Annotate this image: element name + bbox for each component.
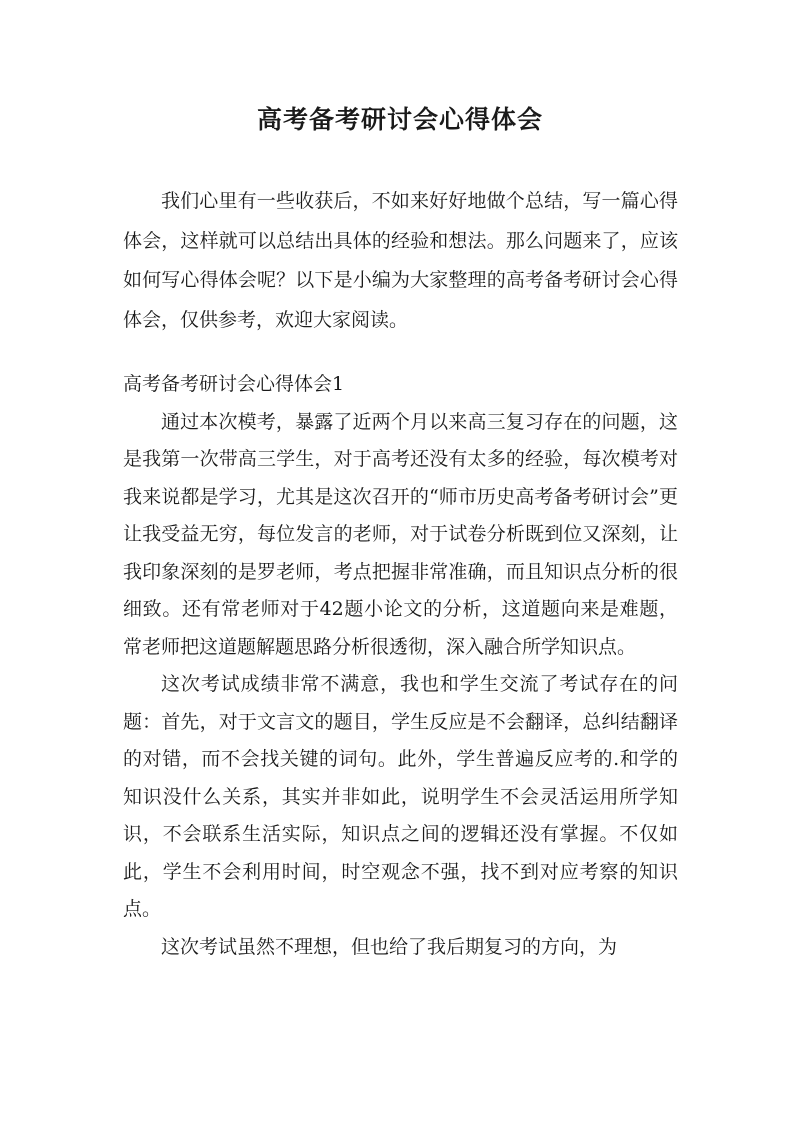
section-heading: 高考备考研讨会心得体会1 xyxy=(123,373,345,395)
document-title: 高考备考研讨会心得体会 xyxy=(256,105,543,134)
body-paragraph-3: 这次考试虽然不理想，但也给了我后期复习的方向，为 xyxy=(161,935,618,958)
body-paragraph-1: 通过本次模考，暴露了近两个月以来高三复习存在的问题，这是我第一次带高三学生，对于高考还没有太多的经验，每次模考对我来说都是学习，尤其是这次召开的“师市历史高考备考研讨会”更让我受益无穷，每位发言的老师，对于试卷分析既到位又深刻，让我印象深刻的是罗老师，考点把握非常准确，而且知识点分析的很细致。还有常老师对于42题小论文的分析，这道题向来是难题，常老师把这道题解题思路分析很透彻，深入融合所学知识点。 xyxy=(123,410,678,658)
body-paragraph-2: 这次考试成绩非常不满意，我也和学生交流了考试存在的问题：首先，对于文言文的题目，学生反应是不会翻译，总纠结翻译的对错，而不会找关键的词句。此外，学生普遍反应考的.和学的知识没什么关系，其实并非如此，说明学生不会灵活运用所学知识，不会联系生活实际，知识点之间的逻辑还没有掌握。不仅如此，学生不会利用时间，时空观念不强，找不到对应考察的知识点。 xyxy=(123,673,678,920)
intro-paragraph: 我们心里有一些收获后，不如来好好地做个总结，写一篇心得体会，这样就可以总结出具体的经验和想法。那么问题来了，应该如何写心得体会呢？以下是小编为大家整理的高考备考研讨会心得体会，仅供参考，欢迎大家阅读。 xyxy=(123,190,678,331)
document-body xyxy=(123,182,678,966)
